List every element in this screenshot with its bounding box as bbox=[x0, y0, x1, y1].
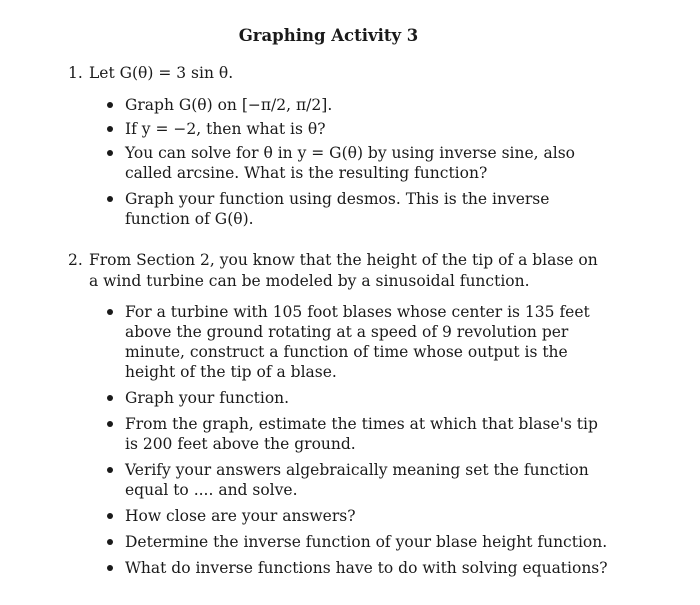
question-1-number: 1. bbox=[68, 64, 83, 82]
question-2-bullet-2: Graph your function. bbox=[107, 388, 612, 408]
question-2-bullet-4: Verify your answers algebraically meaning set the function equal to .... and solve. bbox=[107, 460, 612, 500]
question-2-bullets bbox=[107, 302, 612, 578]
question-2-bullet-1: For a turbine with 105 foot blases whose center is 135 feet above the ground rotating at a speed of 9 revolution per minute, construct a function of time whose output is the height of the tip of a blase. bbox=[107, 302, 612, 382]
question-2-bullet-5: How close are your answers? bbox=[107, 506, 612, 526]
question-1 bbox=[68, 63, 628, 84]
question-1-bullet-1: Graph G(θ) on [−π/2, π/2]. bbox=[107, 95, 612, 115]
question-2-bullet-6: Determine the inverse function of your blase height function. bbox=[107, 532, 612, 552]
question-1-bullet-2: If y = −2, then what is θ? bbox=[107, 119, 612, 139]
question-2 bbox=[68, 250, 613, 292]
question-1-bullet-4: Graph your function using desmos. This is the inverse function of G(θ). bbox=[107, 189, 612, 229]
question-1-bullets bbox=[107, 95, 612, 229]
question-2-bullet-3: From the graph, estimate the times at which that blase's tip is 200 feet above the ground. bbox=[107, 414, 612, 454]
question-2-intro: From Section 2, you know that the height of the tip of a blase on a wind turbine can be modeled by a sinusoidal function. bbox=[89, 251, 598, 290]
question-2-bullet-7: What do inverse functions have to do with solving equations? bbox=[107, 558, 612, 578]
question-2-number: 2. bbox=[68, 251, 83, 269]
question-1-bullet-3: You can solve for θ in y = G(θ) by using inverse sine, also called arcsine. What is the resulting function? bbox=[107, 143, 612, 183]
question-1-intro: Let G(θ) = 3 sin θ. bbox=[89, 64, 234, 82]
page-title: Graphing Activity 3 bbox=[238, 26, 419, 45]
